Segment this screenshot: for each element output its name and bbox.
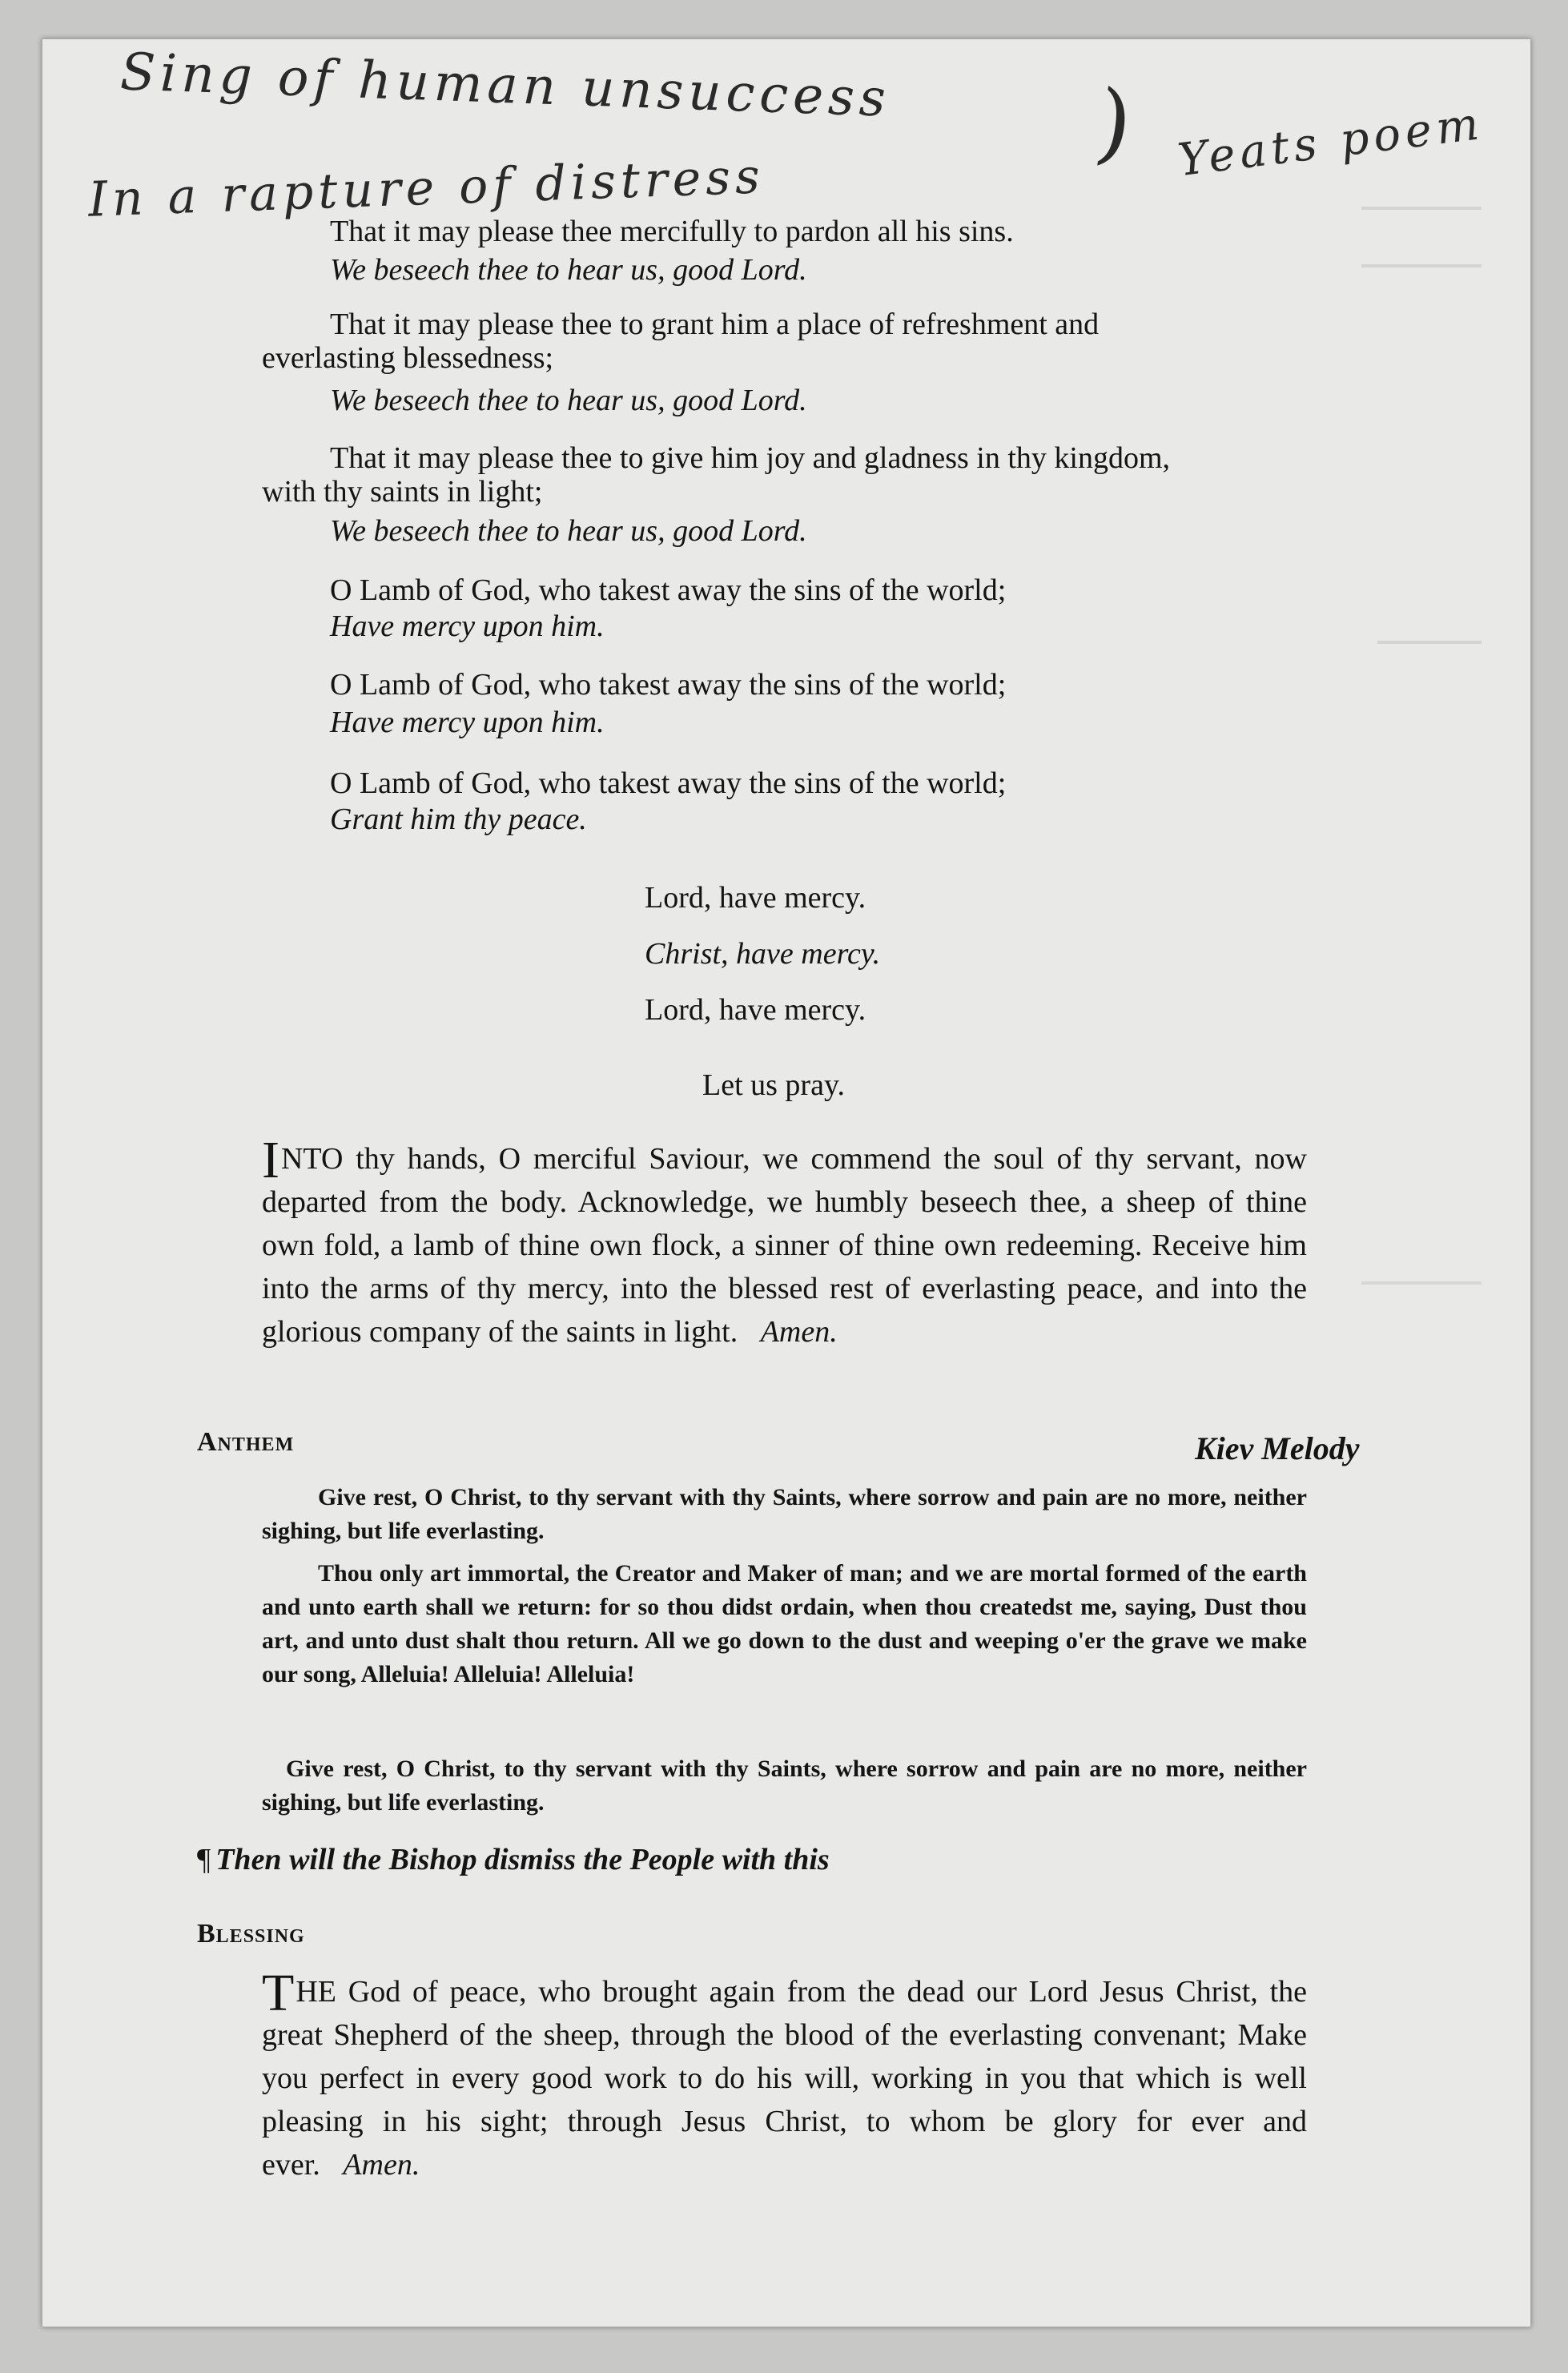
blessing-dropcap: T xyxy=(262,1964,295,2022)
anthem-paragraph-2: Thou only art immortal, the Creator and Maker of man; and we are mortal formed of the earth and unto earth shall we return: for so thou didst ordain, when thou createdst me, saying, Dust thou art, and unto dust shalt thou return. All we go down to the dust and weeping o'er the grave we make our song, Alleluia! Alleluia! Alleluia! xyxy=(262,1560,1307,1687)
petition-1: That it may please thee mercifully to pardon all his sins. xyxy=(330,215,1014,248)
petition-5: O Lamb of God, who takest away the sins of the world; xyxy=(330,668,1007,702)
blessing-heading: Blessing xyxy=(197,1919,305,1949)
blessing-amen: Amen. xyxy=(343,2148,420,2182)
blessing-body: God of peace, who brought again from the dead our Lord Jesus Christ, the great Shepherd of the sheep, through the blood of the everlasting convenant; Make you perfect in every good work to do his will, working in you that which is well pleasing in his sight; through Jesus Christ, to whom be glory for ever and ever. xyxy=(262,1975,1307,2182)
response-1: We beseech thee to hear us, good Lord. xyxy=(330,253,807,287)
anthem-heading: Anthem xyxy=(197,1427,295,1457)
kyrie-line1: Lord, have mercy. xyxy=(645,881,866,915)
rubric xyxy=(197,1842,830,1877)
response-6: Grant him thy peace. xyxy=(330,802,587,836)
kyrie-line2: Christ, have mercy. xyxy=(645,937,881,971)
petition-6: O Lamb of God, who takest away the sins of the world; xyxy=(330,766,1007,800)
petition-3-line2: with thy saints in light; xyxy=(262,475,543,509)
pilcrow-icon: ¶ xyxy=(197,1843,211,1876)
petition-2-line2: everlasting blessedness; xyxy=(262,341,554,375)
commendation-body: thy hands, O merciful Saviour, we commend the soul of thy servant, now departed from the body. Acknowledge, we humbly beseech thee, a sheep of thine own fold, a lamb of thine own flock, a sinner of thine own redeeming. Receive him into the arms of thy mercy, into the blessed rest of everlasting peace, and into the glorious company of the saints in light. xyxy=(262,1142,1307,1349)
petition-2-line1: That it may please thee to grant him a place of refreshment and xyxy=(330,308,1100,341)
handwritten-bracket: ) xyxy=(1090,70,1139,177)
response-4: Have mercy upon him. xyxy=(330,609,605,643)
kyrie-line3: Lord, have mercy. xyxy=(645,993,866,1027)
anthem-attribution: Kiev Melody xyxy=(1195,1430,1360,1466)
let-us-pray: Let us pray. xyxy=(702,1068,845,1102)
response-2: We beseech thee to hear us, good Lord. xyxy=(330,384,807,417)
blessing-first-word: HE xyxy=(296,1975,336,2009)
handwritten-note-line1: Sing of human unsuccess xyxy=(119,42,891,129)
blessing-prayer xyxy=(262,1964,1307,2186)
anthem-paragraph-3: Give rest, O Christ, to thy servant with thy Saints, where sorrow and pain are no more, neither sighing, but life everlasting. xyxy=(262,1756,1307,1816)
anthem-paragraph-1: Give rest, O Christ, to thy servant with thy Saints, where sorrow and pain are no more, neither sighing, but life everlasting. xyxy=(262,1484,1307,1544)
commendation-dropcap: I xyxy=(262,1131,279,1189)
response-5: Have mercy upon him. xyxy=(330,706,605,739)
rubric-text: Then will the Bishop dismiss the People with this xyxy=(215,1843,830,1876)
handwritten-note-line2: In a rapture of distress xyxy=(87,148,766,228)
petition-3-line1: That it may please thee to give him joy and gladness in thy kingdom, xyxy=(330,441,1171,475)
response-3: We beseech thee to hear us, good Lord. xyxy=(330,514,807,548)
commendation-amen: Amen. xyxy=(760,1315,838,1349)
commendation-first-word: NTO xyxy=(280,1142,344,1176)
handwritten-margin-note: Yeats poem xyxy=(1175,97,1487,187)
commendation-prayer xyxy=(262,1131,1307,1353)
petition-4: O Lamb of God, who takest away the sins of the world; xyxy=(330,573,1007,607)
